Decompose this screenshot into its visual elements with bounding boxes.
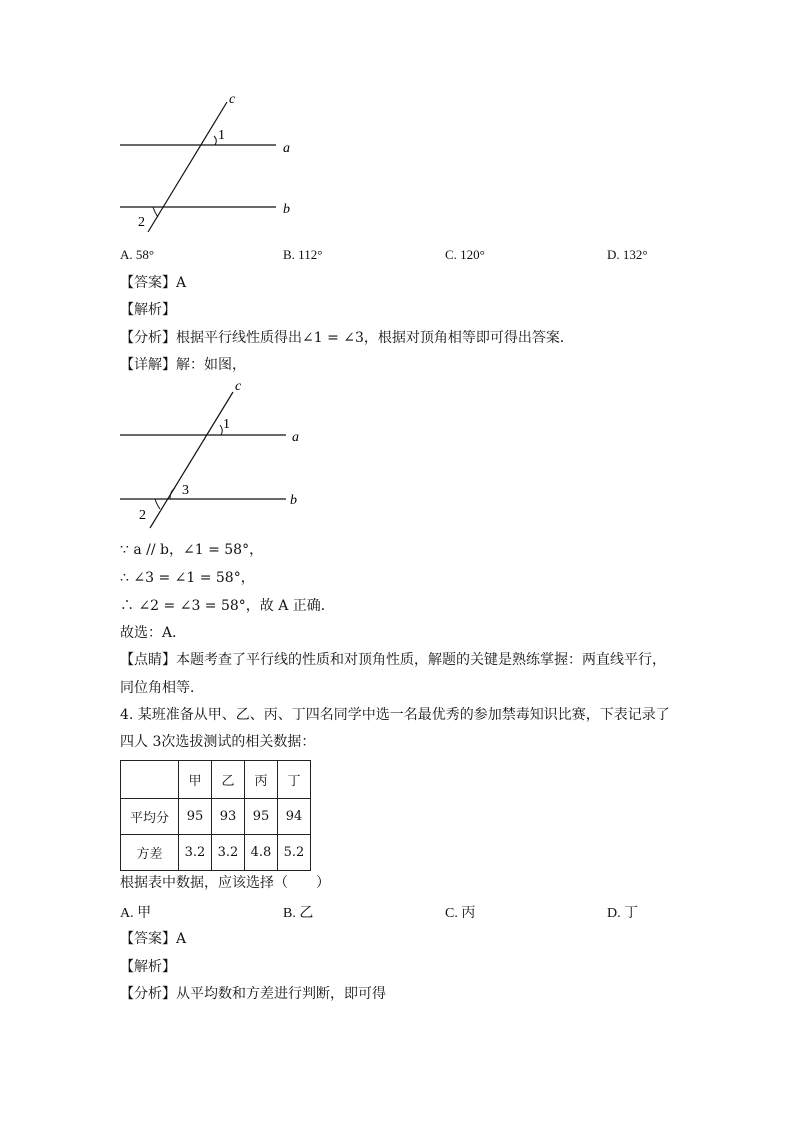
label-2: 2 [139,508,146,523]
q3-step3: ∴ ∠2 = ∠3 = 58°，故 A 正确． [120,598,335,614]
q4-prompt: 根据表中数据，应该选择（ ） [120,875,330,891]
table-cell: 95 [179,799,212,835]
label-2: 2 [138,215,145,230]
parallel-lines-figure-2 [110,375,320,535]
table-header-cell [121,761,179,799]
q4-answer: 【答案】A [120,931,187,947]
label-3: 3 [182,483,189,498]
angle-1-arc [214,136,216,145]
q4-stem-1: 4. 某班准备从甲、乙、丙、丁四名同学中选一名最优秀的参加禁毒知识比赛，下表记录了 [120,707,670,723]
line-c [148,102,227,232]
q3-answer: 【答案】A [120,275,187,291]
q3-dianjing-2: 同位角相等． [120,680,204,696]
table-header-cell: 乙 [212,761,245,799]
table-cell: 5.2 [278,835,311,871]
label-b: b [283,202,290,217]
table-cell: 3.2 [179,835,212,871]
table-cell: 94 [278,799,311,835]
q3-choose: 故选：A． [120,625,187,641]
table-cell: 93 [212,799,245,835]
label-b: b [290,493,297,508]
q3-fenxi: 【分析】根据平行线性质得出∠1 = ∠3，根据对顶角相等即可得出答案． [120,330,574,346]
q4-fenxi: 【分析】从平均数和方差进行判断，即可得 [120,986,386,1002]
label-a: a [292,430,299,445]
q4-option-c[interactable]: C. 丙 [445,906,476,921]
q4-option-d[interactable]: D. 丁 [607,906,639,921]
q3-option-c[interactable]: C. 120° [445,247,485,262]
table-header-row [121,761,311,799]
angle-2-arc [153,207,158,217]
q3-step2: ∴ ∠3 = ∠1 = 58°， [120,570,255,586]
angle-2-arc [155,499,160,509]
table-row [121,799,311,835]
q3-option-b[interactable]: B. 112° [283,247,323,262]
parallel-lines-figure-1 [110,88,310,238]
q4-stem-2: 四人 3次选拔测试的相关数据： [120,734,316,750]
table-header-cell: 甲 [179,761,212,799]
table-cell: 95 [245,799,278,835]
q3-step1: ∵ a // b，∠1 = 58°， [120,542,264,558]
label-c: c [235,379,242,394]
q3-analysis-heading: 【解析】 [120,302,176,318]
line-c [150,392,233,528]
label-a: a [283,141,290,156]
label-1: 1 [218,128,225,143]
label-1: 1 [223,417,230,432]
table-cell: 平均分 [121,799,179,835]
q3-xiangjie: 【详解】解：如图， [120,357,246,373]
q4-analysis-heading: 【解析】 [120,959,176,975]
table-cell: 4.8 [245,835,278,871]
q4-option-b[interactable]: B. 乙 [283,906,314,921]
angle-1-arc [220,425,222,435]
table-cell: 3.2 [212,835,245,871]
table-row [121,835,311,871]
q3-dianjing-1: 【点睛】本题考查了平行线的性质和对顶角性质，解题的关键是熟练掌握：两直线平行， [120,652,666,668]
q4-option-a[interactable]: A. 甲 [120,906,152,921]
table-header-cell: 丁 [278,761,311,799]
table-cell: 方差 [121,835,179,871]
q3-option-d[interactable]: D. 132° [607,247,648,262]
label-c: c [229,92,236,107]
table-header-cell: 丙 [245,761,278,799]
q4-data-table [120,760,311,871]
q3-option-a[interactable]: A. 58° [120,247,155,262]
angle-3-arc [170,488,175,499]
